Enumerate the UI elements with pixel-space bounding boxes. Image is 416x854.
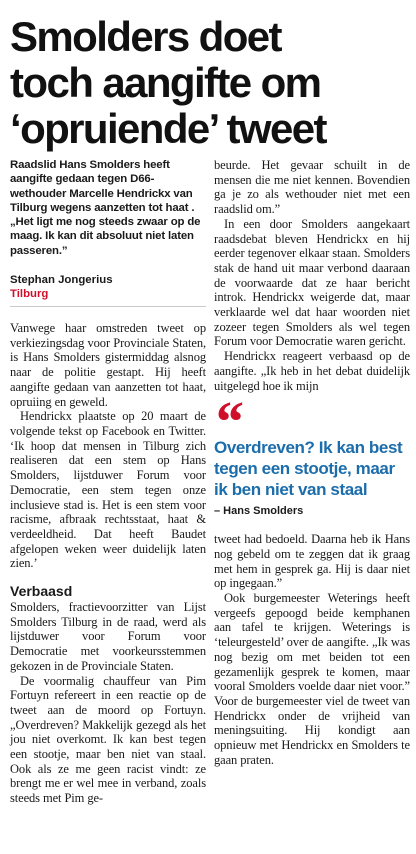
article-body-left-continued [10,600,206,806]
body-paragraph: tweet had bedoeld. Daarna heb ik Hans nog gebeld om te zeggen dat ik graag met hem in gesprek ga. Hij is daar niet op ingegaan.” [214,532,410,591]
headline [10,14,408,152]
body-paragraph: Hendrickx reageert verbaasd op de aangifte. „Ik heb in het debat duidelijk uitgelegd hoe ik mijn [214,349,410,393]
pull-quote-author: – Hans Smolders [214,505,304,518]
body-paragraph: De voormalig chauffeur van Pim Fortuyn refereert in een reactie op de tweet aan de moord op Fortuyn. „Overdreven? Makkelijk gezegd als het jou niet overkomt. Ik kan best tegen een stootje, maar ben niet van staal. Ook als ze me geen racist vindt: ze brengt me er wel mee in verband, zoals steeds met Pim ge- [10,673,206,806]
article-body-right [214,158,410,393]
byline-author: Stephan Jongerius [10,274,113,287]
headline-line: toch aangifte om [10,59,321,106]
lead-paragraph [10,158,206,258]
headline-line: Smolders doet [10,13,281,60]
byline-place: Tilburg [10,288,49,301]
pull-quote [214,389,410,518]
byline-divider [10,306,206,307]
body-paragraph: Vanwege haar omstreden tweet op verkiezingsdag voor Provinciale Staten, is Hans Smolders gistermiddag alsnog naar de politie gestapt. Hij heeft aangifte gedaan van aanzetten tot haat, opruiing en geweld. [10,321,206,409]
article-body-left [10,321,206,571]
body-paragraph: Hendrickx plaatste op 20 maart de volgende tekst op Facebook en Twitter. ‘Ik hoop dat mensen in Tilburg zich realiseren dat een stem op Hans Smolders, lijstduwer Forum voor Democratie, een stem tegen onze inclusieve stad is. Het is een stem voor racisme, afbraak rechtsstaat, haat & verdeeldheid. Dat heeft Baudet afgelopen weken weer duidelijk laten zien.’ [10,409,206,571]
body-paragraph: Smolders, fractievoorzitter van Lijst Smolders Tilburg in de raad, werd als lijstduwer voor Forum voor Democratie met voorkeursstemmen gekozen in de Provinciale Staten. [10,600,206,673]
subhead: Verbaasd [10,583,73,600]
lead-text: Raadslid Hans Smolders heeft aangifte gedaan tegen D66-wethouder Marcelle Hendrickx van Tilburg wegens aanzetten tot haat . „Het ligt me nog steeds zwaar op de maag. Ik kan dit absoluut niet laten passeren.” [10,159,201,257]
body-paragraph: Ook burgemeester Weterings heeft vergeefs gepoogd beide kemphanen aan tafel te krijgen. Weterings is ‘teleurgesteld’ over de aangifte. „Ik was nog bezig om met beiden tot een gezamenlijk gesprek te komen, maar vooral Smolders voelde daar niet voor.” Voor de burgemeester viel de tweet van Hendrickx onder de vrijheid van meningsuiting. Hij kondigt aan opnieuw met Hendrickx en Smolders te gaan praten. [214,591,410,767]
pull-quote-text: Overdreven? Ik kan best tegen een stootje, maar ik ben niet van staal [214,438,403,500]
headline-line: ‘opruiende’ tweet [10,105,326,152]
body-paragraph: In een door Smolders aangekaart raadsdebat bleven Hendrickx en hij eerder tegenover elkaar staan. Smolders stak de hand uit maar verbond daaraan de voorwaarde dat ze haar bericht introk. Hendrickx weigerde dat, maar verklaarde wel dat haar woorden niet zozeer tegen Smolders als wel tegen Forum voor Democratie waren gericht. [214,216,410,349]
right-column [214,158,410,768]
quote-mark-icon: ‘‘ [214,389,243,455]
article-body-right-continued [214,532,410,767]
left-column [10,158,206,806]
body-paragraph: beurde. Het gevaar schuilt in de mensen die me niet kennen. Bovendien ga je zo als wethouder niet met een raadslid om.” [214,158,410,217]
